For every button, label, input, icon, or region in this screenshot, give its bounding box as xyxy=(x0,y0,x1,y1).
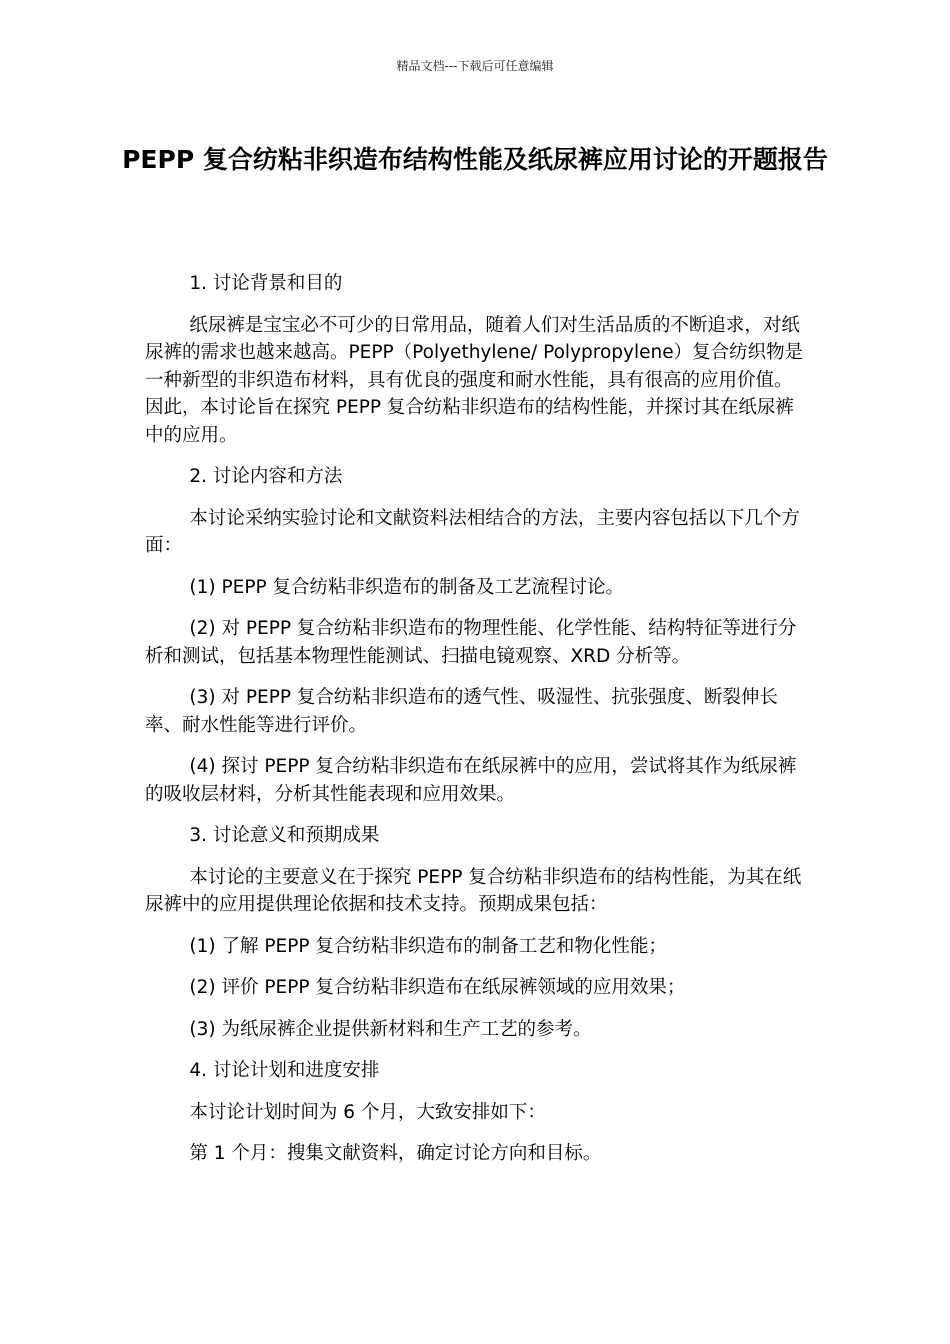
section-heading-schedule: 4. 讨论计划和进度安排 xyxy=(189,1060,380,1081)
list-item-outcome-3: (3) 为纸尿裤企业提供新材料和生产工艺的参考。 xyxy=(189,1018,592,1040)
list-item-outcome-1: (1) 了解 PEPP 复合纺粘非织造布的制备工艺和物化性能； xyxy=(189,935,667,957)
list-item-outcome-2: (2) 评价 PEPP 复合纺粘非织造布在纸尿裤领域的应用效果； xyxy=(189,977,686,998)
list-item-content-4: (4) 探讨 PEPP 复合纺粘非织造布在纸尿裤中的应用，尝试将其作为纸尿裤的吸收层材料，分析其性能表现和应用效果。 xyxy=(145,756,797,805)
paragraph-methods: 本讨论采纳实验讨论和文献资料法相结合的方法，主要内容包括以下几个方面： xyxy=(145,507,800,556)
paragraph-background: 纸尿裤是宝宝必不可少的日常用品，随着人们对生活品质的不断追求，对纸尿裤的需求也越来越高。PEPP（Polyethylene/ Polypropylene）复合纺织物是一种新型的非织造布材料，具有优良的强度和耐水性能，具有很高的应用价值。因此，本讨论旨在探究 PEPP 复合纺粘非织造布的结构性能，并探讨其在纸尿裤中的应用。 xyxy=(145,314,804,446)
section-heading-background: 1. 讨论背景和目的 xyxy=(189,273,343,294)
document-body xyxy=(145,270,810,1182)
section-heading-content: 2. 讨论内容和方法 xyxy=(189,466,343,487)
list-item-content-2: (2) 对 PEPP 复合纺粘非织造布的物理性能、化学性能、结构特征等进行分析和测试，包括基本物理性能测试、扫描电镜观察、XRD 分析等。 xyxy=(145,618,797,667)
list-item-content-3: (3) 对 PEPP 复合纺粘非织造布的透气性、吸湿性、抗张强度、断裂伸长率、耐水性能等进行评价。 xyxy=(145,687,778,736)
document-title: PEPP 复合纺粘非织造布结构性能及纸尿裤应用讨论的开题报告 xyxy=(122,145,828,174)
page-header: 精品文档---下载后可任意编辑 xyxy=(396,59,554,73)
list-item-content-1: (1) PEPP 复合纺粘非织造布的制备及工艺流程讨论。 xyxy=(189,576,625,598)
paragraph-significance: 本讨论的主要意义在于探究 PEPP 复合纺粘非织造布的结构性能，为其在纸尿裤中的应用提供理论依据和技术支持。预期成果包括： xyxy=(145,866,802,915)
schedule-item-month-1: 第 1 个月：搜集文献资料，确定讨论方向和目标。 xyxy=(189,1143,602,1164)
section-heading-significance: 3. 讨论意义和预期成果 xyxy=(189,825,380,846)
paragraph-schedule: 本讨论计划时间为 6 个月，大致安排如下： xyxy=(189,1101,546,1123)
